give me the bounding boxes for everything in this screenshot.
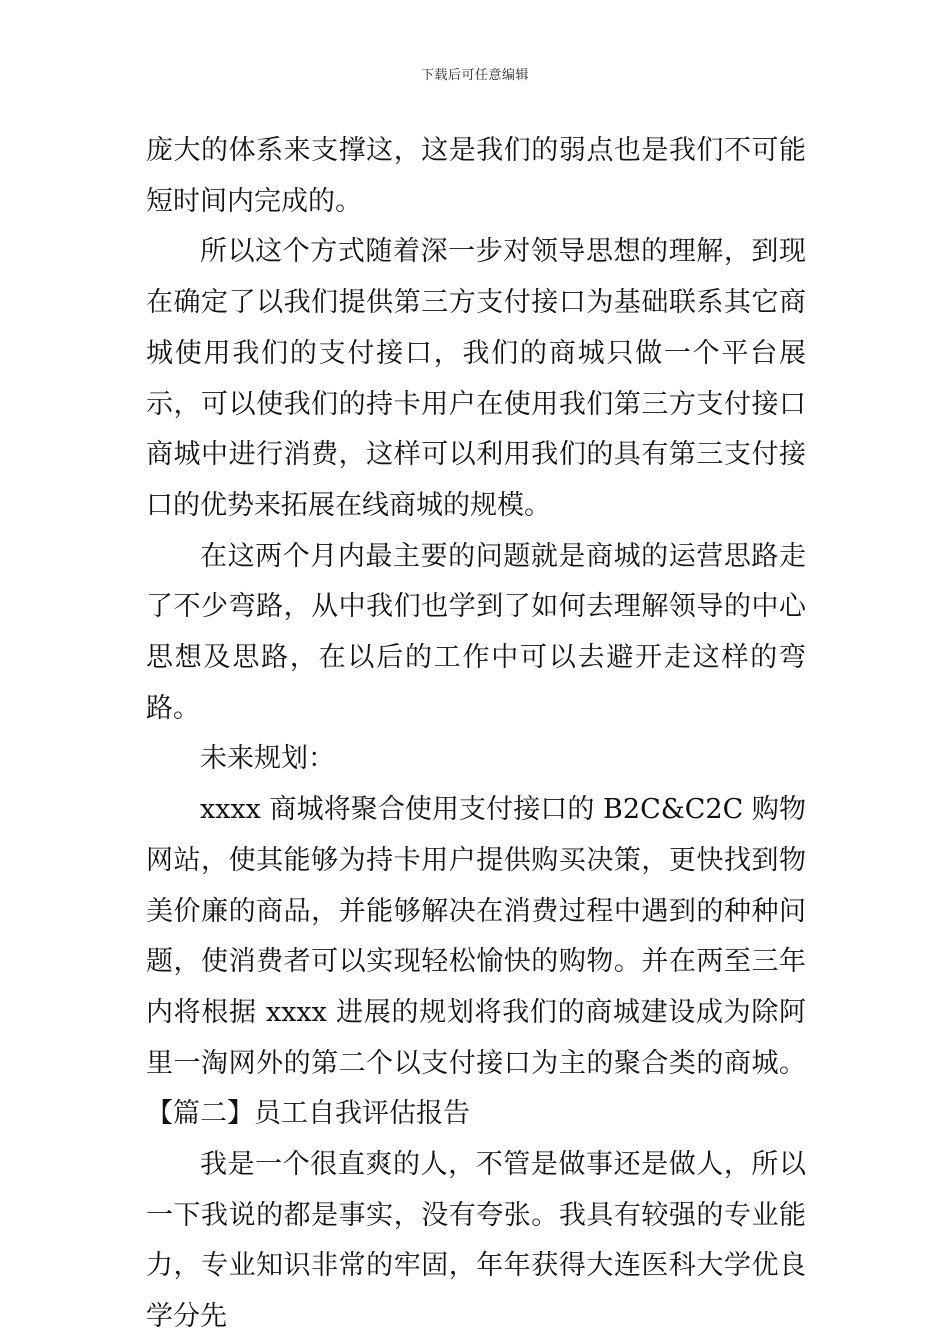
paragraph-approach: 所以这个方式随着深一步对领导思想的理解，到现在确定了以我们提供第三方支付接口为基础联系其它商城使用我们的支付接口，我们的商城只做一个平台展示，可以使我们的持卡用户在使用我们第三方支付接口商城中进行消费，这样可以利用我们的具有第三支付接口的优势来拓展在线商城的规模。: [146, 236, 806, 521]
paragraph-continuation: 庞大的体系来支撑这，这是我们的弱点也是我们不可能短时间内完成的。: [146, 135, 806, 217]
paragraph-future-plan: xxxx 商城将聚合使用支付接口的 B2C&C2C 购物网站，使其能够为持卡用户提供购买决策，更快找到物美价廉的商品，并能够解决在消费过程中遇到的种种问题，使消费者可以实现轻松愉快的购物。并在两至三年内将根据 xxxx 进展的规划将我们的商城建设成为除阿里一淘网外的第二个以支付接口为主的聚合类的商城。 【篇二】员工自我评估报告: [146, 794, 806, 1130]
page-header: 下载后可任意编辑: [420, 68, 529, 83]
paragraph-lessons: 在这两个月内最主要的问题就是商城的运营思路走了不少弯路，从中我们也学到了如何去理解领导的中心思想及思路，在以后的工作中可以去避开走这样的弯路。: [146, 540, 806, 724]
paragraph-self-assessment: 我是一个很直爽的人，不管是做事还是做人，所以一下我说的都是事实，没有夸张。我具有较强的专业能力，专业知识非常的牢固，年年获得大连医科大学优良学分先: [146, 1149, 806, 1333]
section-heading-future-plan: 未来规划：: [200, 743, 335, 775]
document-body: [146, 126, 806, 1343]
